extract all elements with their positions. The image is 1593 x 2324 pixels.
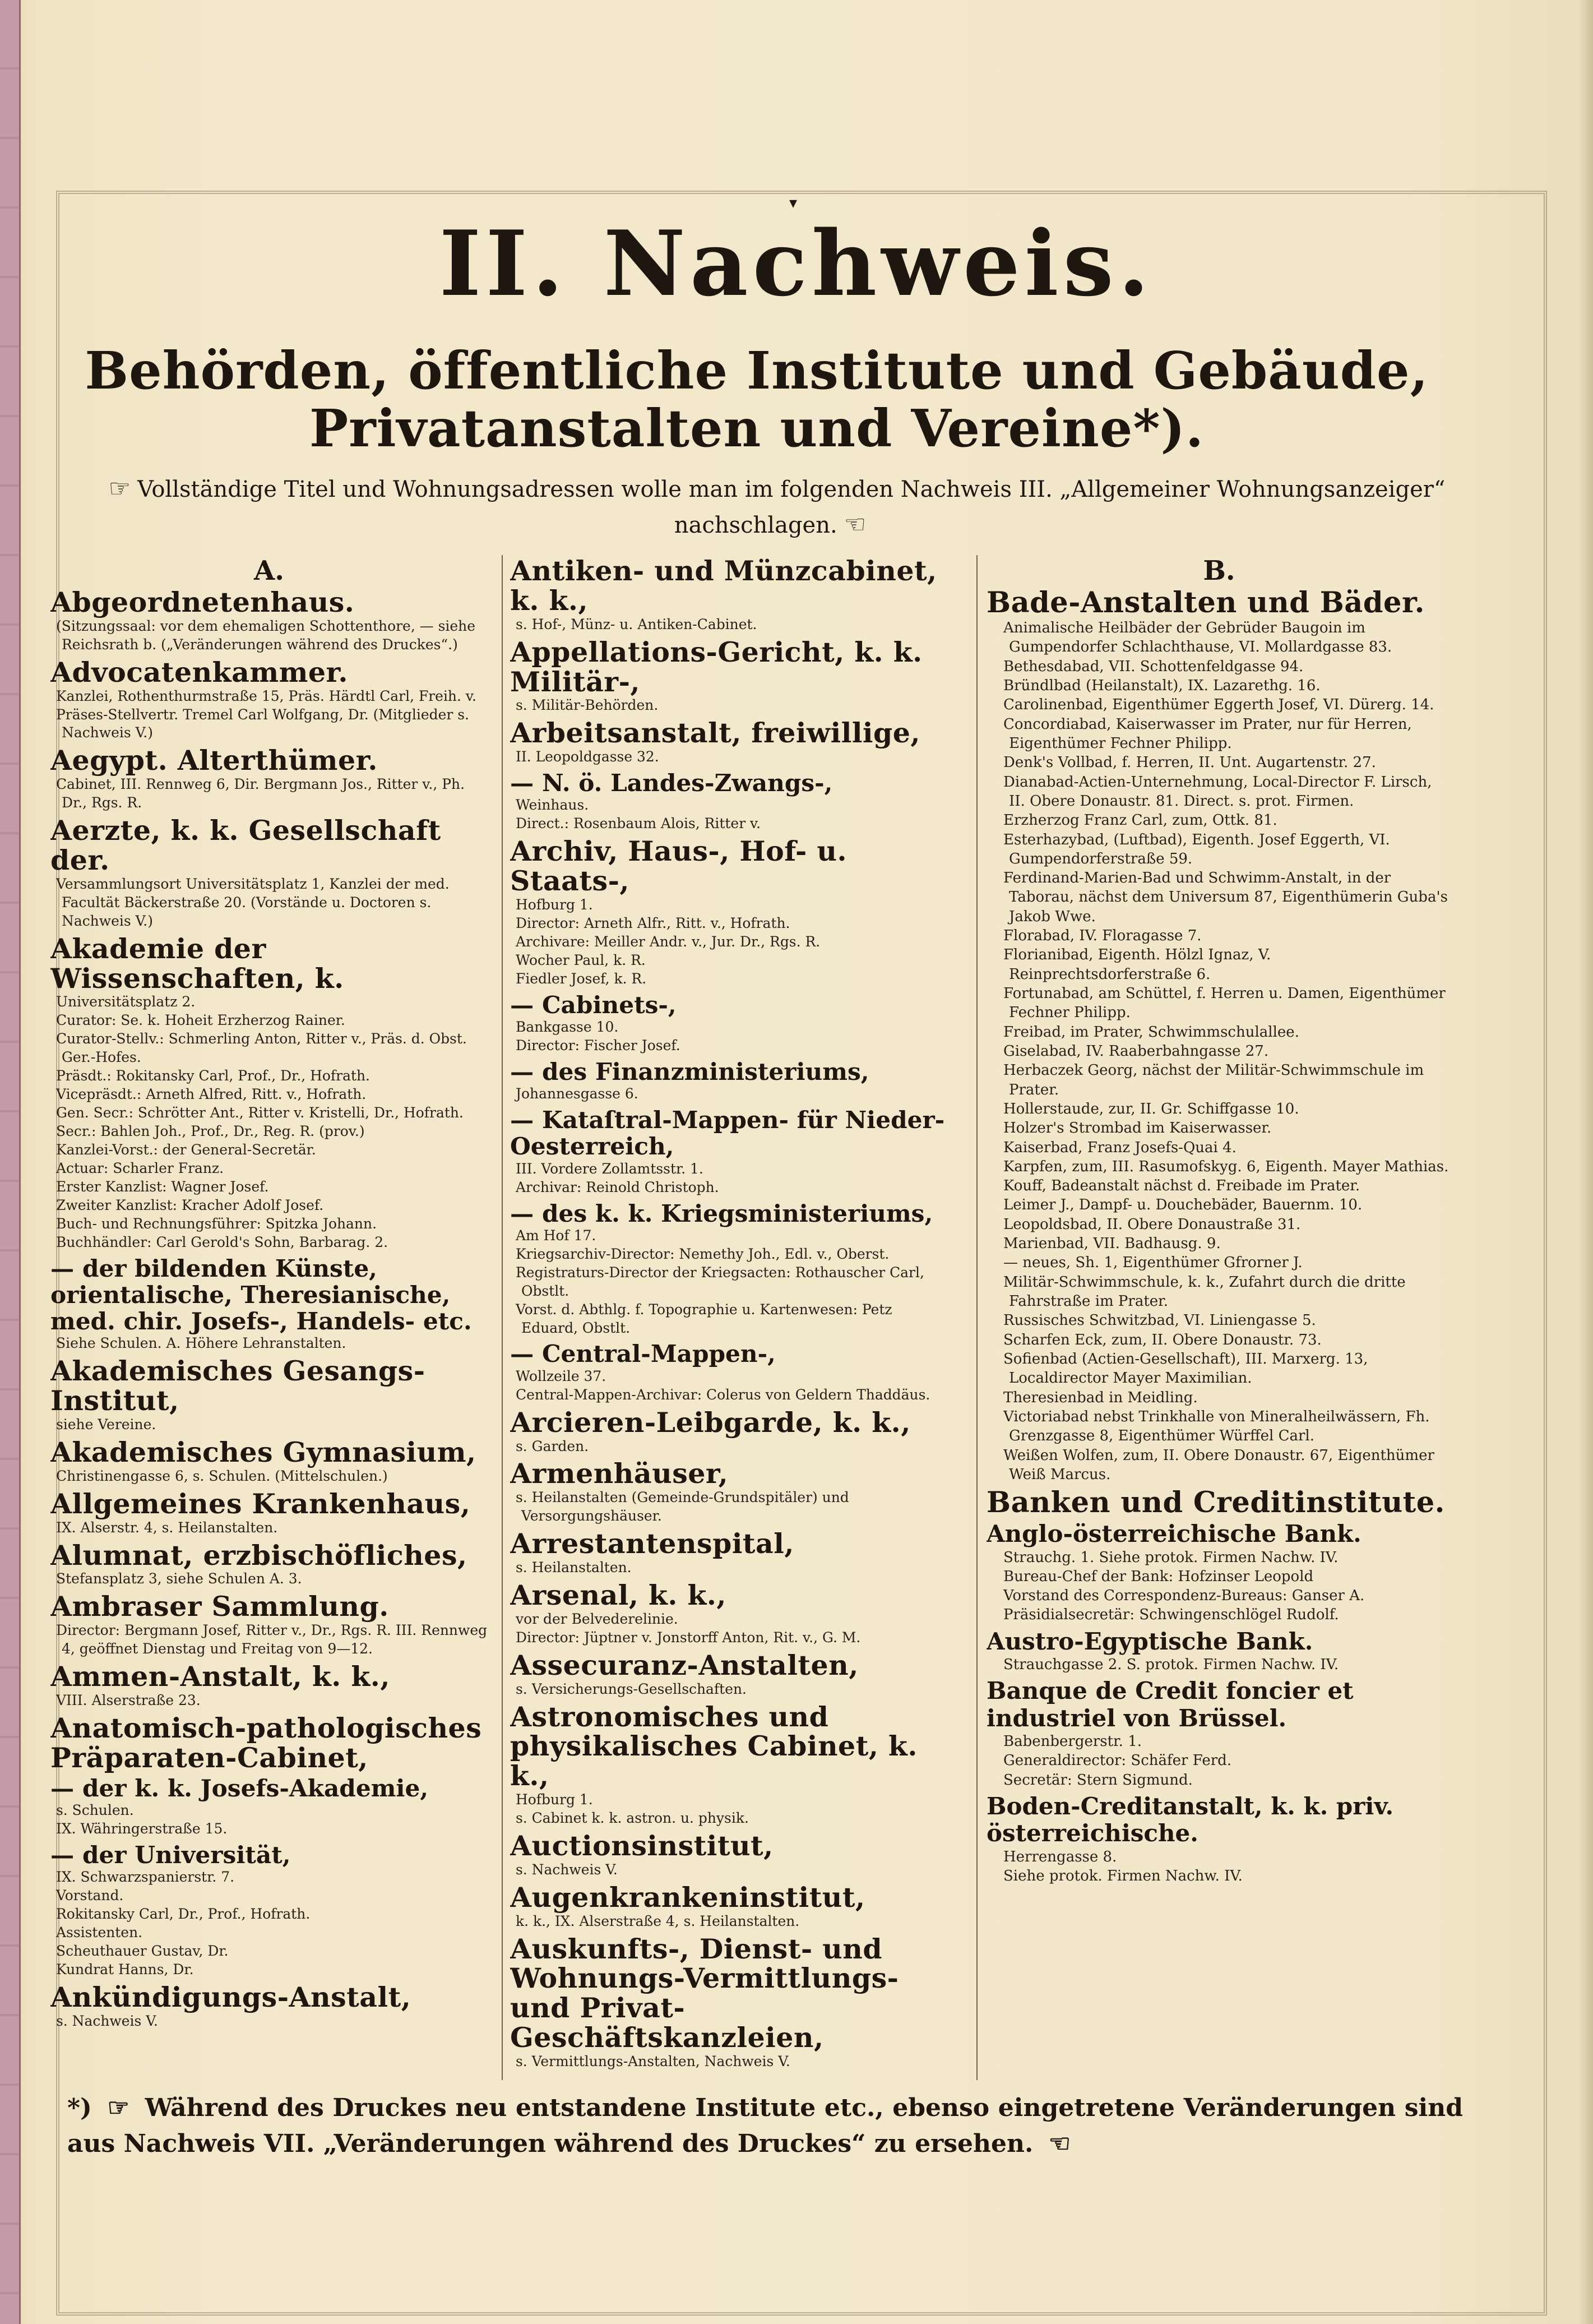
entry-detail-line: Hofburg 1. [516,1791,593,1808]
entry-detail-line: Vorstand. [56,1887,124,1904]
entry-detail-line: Babenbergerstr. 1. [1003,1732,1142,1750]
entry-details [516,748,947,766]
entry-heading: Aegypt. Alterthümer. [50,744,378,777]
binding-edge [0,0,21,2324]
column-a [50,555,488,2080]
entry-detail-line: Stefansplatz 3, siehe Schulen A. 3. [56,1570,302,1587]
entry-detail-line: Erster Kanzlist: Wagner Josef. [56,1178,269,1195]
entry-heading: Anglo-österreichische Bank. [987,1520,1362,1548]
entry-detail-line: Bethesdabad, VII. Schottenfeldgasse 94. [1003,658,1304,675]
directory-entry [510,1200,947,1338]
entry-detail-line: Theresienbad in Meidling. [1003,1389,1198,1406]
pointing-hand-left-icon: ☜ [1048,2129,1071,2158]
entry-detail-line: Siehe protok. Firmen Nachw. IV. [1003,1867,1243,1884]
entry-detail-line: Direct.: Rosenbaum Alois, Ritter v. [516,815,761,832]
entry-heading: — des Finanzministeriums, [510,1057,869,1085]
entry-heading: Astronomisches und physikalisches Cabinet, k. k., [510,1700,918,1792]
entry-detail-line: Kriegsarchiv-Director: Nemethy Joh., Edl. v., Oberst. [516,1245,890,1262]
entry-detail-line: Bankgasse 10. [516,1018,619,1035]
entry-details [516,1489,947,1526]
page-subtitle: Behörden, öffentliche Institute und Gebäude, Privatanstalten und Vereine*). [85,340,1429,459]
entry-heading: Auctionsinstitut, [510,1829,774,1862]
entry-heading: Boden-Creditanstalt, k. k. priv. österreichische. [987,1792,1394,1847]
directory-entry [50,1538,488,1589]
entry-detail-line: Archivar: Reinold Christoph. [516,1179,719,1195]
entry-detail-line: s. Cabinet k. k. astron. u. physik. [516,1810,749,1827]
entry-detail-line: III. Vordere Zollamtsstr. 1. [516,1160,703,1177]
entry-detail-line: Vorst. d. Abthlg. f. Topographie u. Kartenwesen: Petz Eduard, Obstlt. [516,1301,892,1336]
entry-heading: Assecuranz-Anstalten, [510,1648,859,1681]
entry-detail-line: s. Heilanstalten. [516,1559,632,1576]
entry-details [56,1467,488,1486]
entry-details [1003,1732,1452,1790]
entry-details [516,1861,947,1879]
entry-detail-line: Karpfen, zum, III. Rasumofskyg. 6, Eigenth. Mayer Mathias. [1003,1158,1449,1175]
directory-entry [50,1592,488,1658]
entry-details [56,1519,488,1537]
entry-detail-line: Secr.: Bahlen Joh., Prof., Dr., Reg. R. (prov.) [56,1122,365,1139]
entry-detail-line: Hofburg 1. [516,897,593,913]
entry-detail-line: s. Schulen. [56,1801,134,1818]
directory-entry [510,1107,947,1196]
entry-details [516,696,947,715]
entry-detail-line: Denk's Vollbad, f. Herren, II. Unt. Augartenstr. 27. [1003,754,1376,771]
entry-detail-line: Weißen Wolfen, zum, II. Obere Donaustr. 67, Eigenthümer Weiß Marcus. [1003,1447,1434,1483]
entry-details [56,1570,488,1588]
entry-details [516,1018,947,1055]
entry-detail-line: Kundrat Hanns, Dr. [56,1961,194,1978]
entry-detail-line: Präsdt.: Rokitansky Carl, Prof., Dr., Hofrath. [56,1068,370,1084]
entry-list [987,588,1452,1886]
entry-details [56,687,488,743]
entry-heading: Appellations-Gericht, k. k. Militär-, [510,635,923,698]
entry-detail-line: Concordiabad, Kaiserwasser im Prater, nur für Herren, Eigenthümer Fechner Philipp. [1003,715,1412,752]
entry-details [56,1692,488,1710]
entry-details [56,1868,488,1979]
entry-details [1003,1655,1452,1674]
entry-detail-line: Bureau-Chef der Bank: Hofzinser Leopold [1003,1568,1314,1585]
entry-detail-line: s. Versicherungs-Gesellschaften. [516,1680,747,1697]
entry-details [516,1438,947,1456]
directory-entry [50,1255,488,1353]
directory-entry [510,718,947,766]
entry-detail-line: siehe Vereine. [56,1416,156,1433]
entry-heading: Arrestantenspital, [510,1527,794,1560]
entry-detail-line: Archivare: Meiller Andr. v., Jur. Dr., Rgs. R. [516,933,821,950]
entry-detail-line: Strauchgasse 2. S. protok. Firmen Nachw. IV. [1003,1656,1339,1674]
entry-detail-line: Fortunabad, am Schüttel, f. Herren u. Damen, Eigenthümer Fechner Philipp. [1003,985,1446,1022]
entry-details [1003,1847,1452,1886]
entry-details [516,1160,947,1197]
entry-detail-line: Universitätsplatz 2. [56,994,196,1010]
directory-entry [50,1489,488,1537]
directory-entry [50,1438,488,1486]
entry-detail-line: Fiedler Josef, k. R. [516,970,647,987]
entry-details [56,775,488,812]
entry-details [516,1559,947,1577]
entry-heading: Banque de Credit foncier et industriel von Brüssel. [987,1677,1354,1732]
entry-list [510,556,947,2071]
entry-heading: Augenkrankeninstitut, [510,1881,865,1914]
directory-entry [510,1059,947,1103]
entry-detail-line: Christinengasse 6, s. Schulen. (Mittelschulen.) [56,1467,388,1484]
directory-entry [510,770,947,833]
entry-detail-line: Curator: Se. k. Hoheit Erzherzog Rainer. [56,1012,345,1029]
entry-details [56,1621,488,1658]
entry-heading: Auskunfts-, Dienst- und Wohnungs-Vermittlungs- und Privat-Geschäftskanzleien, [510,1932,899,2054]
entry-detail-line: Victoriabad nebst Trinkhalle von Mineralheilwässern, Fh. Grenzgasse 8, Eigenthümer Würffel Carl. [1003,1408,1430,1445]
entry-details [1003,618,1452,1484]
entry-detail-line: Director: Arneth Alfr., Ritt. v., Hofrath. [516,914,790,931]
entry-detail-line: — neues, Sh. 1, Eigenthümer Gfrorner J. [1003,1254,1303,1272]
directory-entry [50,934,488,1252]
entry-detail-line: Russisches Schwitzbad, VI. Liniengasse 5. [1003,1312,1316,1329]
directory-entry [510,1408,947,1456]
entry-detail-line: s. Militär-Behörden. [516,697,659,714]
entry-detail-line: Director: Jüptner v. Jonstorff Anton, Rit. v., G. M. [516,1629,861,1646]
entry-detail-line: Assistenten. [56,1924,143,1940]
directory-entry [510,1883,947,1931]
entry-detail-line: IX. Schwarzspanierstr. 7. [56,1869,235,1886]
entry-details [56,1801,488,1838]
entry-detail-line: Scheuthauer Gustav, Dr. [56,1942,229,1959]
entry-detail-line: Herbaczek Georg, nächst der Militär-Schwimmschule im Prater. [1003,1062,1424,1098]
entry-heading: Arsenal, k. k., [510,1578,726,1611]
entry-detail-line: Kaiserbad, Franz Josefs-Quai 4. [1003,1139,1237,1156]
directory-entry [50,655,488,743]
entry-detail-line: Freibad, im Prater, Schwimmschulallee. [1003,1023,1299,1041]
entry-detail-line: Director: Fischer Josef. [516,1037,680,1054]
column-a-continued [510,555,947,2080]
entry-details [56,2012,488,2031]
directory-entry [510,1831,947,1879]
entry-heading: Bade-Anstalten und Bäder. [987,586,1425,620]
entry-detail-line: Rokitansky Carl, Dr., Prof., Hofrath. [56,1905,311,1922]
entry-heading: Austro-Egyptische Bank. [987,1627,1313,1655]
entry-detail-line: Kanzlei-Vorst.: der General-Secretär. [56,1141,316,1158]
entry-detail-line: Am Hof 17. [516,1227,596,1244]
entry-heading: Ambraser Sammlung. [50,1590,389,1623]
entry-detail-line: Militär-Schwimmschule, k. k., Zufahrt durch die dritte Fahrstraße im Prater. [1003,1273,1406,1310]
entry-detail-line: Kouff, Badeanstalt nächst d. Freibade im Prater. [1003,1177,1360,1195]
entry-details [516,1227,947,1338]
entry-detail-line: Florianibad, Eigenth. Hölzl Ignaz, V. Reinprechtsdorferstraße 6. [1003,946,1271,983]
entry-details [516,1912,947,1931]
section-letter-b: B. [1203,555,1235,586]
directory-entry [987,1678,1452,1790]
column-divider [502,555,503,2080]
entry-detail-line: Director: Bergmann Josef, Ritter v., Dr., Rgs. R. III. Rennweg 4, geöffnet Dienstag und Freitag von 9—12. [56,1622,488,1657]
entry-list [50,588,488,2031]
entry-detail-line: Scharfen Eck, zum, II. Obere Donaustr. 73. [1003,1331,1322,1348]
directory-entry [510,837,947,988]
entry-detail-line: s. Garden. [516,1438,589,1454]
note-text: Vollständige Titel und Wohnungsadressen wolle man im folgenden Nachweis III. „Allgemeiner Wohnungsanzeiger“ nachschlagen. [137,477,1446,538]
entry-detail-line: VIII. Alserstraße 23. [56,1692,201,1708]
entry-detail-line: s. Hof-, Münz- u. Antiken-Cabinet. [516,616,757,632]
entry-detail-line: Animalische Heilbäder der Gebrüder Baugoin im Gumpendorfer Schlachthause, VI. Mollardgasse 83. [1003,620,1392,656]
column-divider [976,555,978,2080]
entry-heading: Banken und Creditinstitute. [987,1486,1445,1520]
entry-detail-line: Buchhändler: Carl Gerold's Sohn, Barbarag. 2. [56,1233,388,1250]
entry-details [56,1416,488,1434]
entry-heading: Aerzte, k. k. Gesellschaft der. [50,814,441,876]
entry-heading: — Cabinets-, [510,990,677,1019]
directory-entry [510,556,947,634]
entry-detail-line: (Sitzungssaal: vor dem ehemaligen Schottenthore, — siehe Reichsrath b. („Veränderungen während des Druckes“.) [56,617,475,653]
directory-entry [50,1842,488,1979]
directory-entry [510,1341,947,1404]
entry-details [516,796,947,833]
entry-detail-line: Präses-Stellvertr. Tremel Carl Wolfgang, Dr. (Mitglieder s. Nachweis V.) [56,706,469,741]
entry-detail-line: vor der Belvederelinie. [516,1610,678,1627]
entry-heading: Allgemeines Krankenhaus, [50,1487,471,1520]
entry-detail-line: Leimer J., Dampf- u. Douchebäder, Bauernm. 10. [1003,1196,1363,1214]
entry-details [56,993,488,1251]
entry-detail-line: Johannesgasse 6. [516,1085,638,1102]
entry-detail-line: Buch- und Rechnungsführer: Spitzka Johann. [56,1215,377,1232]
pointing-hand-right-icon: ☞ [108,474,131,503]
entry-heading: Arcieren-Leibgarde, k. k., [510,1406,911,1439]
entry-details [516,896,947,988]
pointing-hand-right-icon: ☞ [107,2094,129,2122]
section-mark-icon: ▾ [789,193,798,212]
entry-details [516,2053,947,2071]
entry-heading: Anatomisch-pathologisches Präparaten-Cabinet, [50,1711,482,1774]
directory-entry [510,637,947,715]
entry-detail-line: Generaldirector: Schäfer Ferd. [1003,1752,1232,1769]
entry-detail-line: Marienbad, VII. Badhausg. 9. [1003,1235,1221,1253]
directory-entry [987,1793,1452,1886]
section-letter-a: A. [254,555,284,586]
directory-entry [987,1487,1452,1518]
entry-detail-line: Zweiter Kanzlist: Kracher Adolf Josef. [56,1196,324,1213]
entry-detail-line: Bründlbad (Heilanstalt), IX. Lazarethg. 16. [1003,677,1321,695]
directory-entry [50,1775,488,1838]
entry-detail-line: Central-Mappen-Archivar: Colerus von Geldern Thaddäus. [516,1386,930,1403]
entry-details [1003,1548,1452,1625]
entry-heading: — Central-Mappen-, [510,1339,776,1368]
entry-detail-line: Siehe Schulen. A. Höhere Lehranstalten. [56,1335,346,1352]
directory-entry [50,746,488,812]
entry-details [56,617,488,654]
directory-entry [510,1578,947,1647]
directory-entry [987,1628,1452,1675]
entry-heading: Archiv, Haus-, Hof- u. Staats-, [510,835,848,898]
entry-detail-line: Curator-Stellv.: Schmerling Anton, Ritter v., Präs. d. Obst. Ger.-Hofes. [56,1031,467,1066]
directory-entry [510,1459,947,1526]
directory-entry [50,816,488,931]
entry-detail-line: k. k., IX. Alserstraße 4, s. Heilanstalten. [516,1912,800,1929]
entry-detail-line: Erzherzog Franz Carl, zum, Ottk. 81. [1003,812,1277,829]
directory-entry [510,1934,947,2071]
entry-heading: Armenhäuser, [510,1457,729,1490]
footnote-mark: *) [67,2094,92,2122]
entry-detail-line: Herrengasse 8. [1003,1848,1117,1865]
entry-detail-line: Wollzeile 37. [516,1367,606,1384]
entry-detail-line: Leopoldsbad, II. Obere Donaustraße 31. [1003,1216,1301,1233]
entry-details [516,1085,947,1103]
directory-entry [50,1356,488,1434]
entry-heading: Antiken- und Münzcabinet, k. k., [510,555,937,617]
entry-detail-line: Esterhazybad, (Luftbad), Eigenth. Josef Eggerth, VI. Gumpendorferstraße 59. [1003,831,1390,867]
directory-entry [987,618,1452,1484]
entry-heading: Akademisches Gymnasium, [50,1436,476,1468]
entry-detail-line: Vorstand des Correspondenz-Bureaus: Ganser A. [1003,1587,1365,1605]
directory-entry [50,588,488,654]
directory-entry [987,1521,1452,1625]
entry-detail-line: Weinhaus. [516,797,589,814]
cross-reference-note [84,471,1463,543]
entry-details [56,875,488,931]
entry-detail-line: Dianabad-Actien-Unternehmung, Local-Director F. Lirsch, II. Obere Donaustr. 81. Direct. s. prot. Firmen. [1003,773,1432,810]
directory-entry [510,992,947,1055]
entry-details [516,1791,947,1828]
entry-detail-line: Sofienbad (Actien-Gesellschaft), III. Marxerg. 13, Localdirector Mayer Maximilian. [1003,1350,1368,1387]
entry-heading: Arbeitsanstalt, freiwillige, [510,717,920,750]
entry-heading: — der k. k. Josefs-Akademie, [50,1773,429,1802]
entry-heading: Ankündigungs-Anstalt, [50,1980,411,2013]
directory-entry [987,588,1452,618]
entry-detail-line: Holzer's Strombad im Kaiserwasser. [1003,1120,1272,1137]
directory-entry [510,1702,947,1828]
entry-detail-line: s. Heilanstalten (Gemeinde-Grundspitäler) und Versorgungshäuser. [516,1489,849,1524]
page-title: II. Nachweis. [439,211,1154,316]
page-edge-shadow [1580,0,1593,2324]
entry-details [516,1680,947,1699]
entry-detail-line: Actuar: Scharler Franz. [56,1159,224,1176]
entry-details [516,616,947,634]
entry-heading: Abgeordnetenhaus. [50,586,355,618]
entry-detail-line: IX. Alserstr. 4, s. Heilanstalten. [56,1519,278,1536]
entry-detail-line: Secretär: Stern Sigmund. [1003,1771,1193,1789]
entry-detail-line: Kanzlei, Rothenthurmstraße 15, Präs. Härdtl Carl, Freih. v. [56,687,476,704]
entry-heading: — Kataſtral-Mappen- für Nieder-Oesterreich, [510,1106,945,1161]
entry-detail-line: Hollerstaude, zur, II. Gr. Schiffgasse 10. [1003,1100,1299,1117]
entry-heading: Akademie der Wissenschaften, k. [50,932,344,995]
entry-detail-line: Vicepräsdt.: Arneth Alfred, Ritt. v., Hofrath. [56,1086,367,1103]
entry-detail-line: Ferdinand-Marien-Bad und Schwimm-Anstalt, in der Taborau, nächst dem Universum 87, Eigenthümerin Guba's Jakob Wwe. [1003,870,1448,925]
entry-detail-line: IX. Währingerstraße 15. [56,1820,228,1837]
column-b [987,555,1452,2080]
footnote-text: Während des Druckes neu entstandene Institute etc., ebenso eingetretene Veränderungen sind aus Nachweis VII. „Veränderungen während des Druckes“ zu ersehen. [67,2094,1463,2158]
entry-detail-line: Giselabad, IV. Raaberbahngasse 27. [1003,1042,1269,1060]
entry-detail-line: Carolinenbad, Eigenthümer Eggerth Josef, VI. Dürerg. 14. [1003,696,1434,714]
entry-detail-line: II. Leopoldgasse 32. [516,749,659,765]
entry-detail-line: Florabad, IV. Floragasse 7. [1003,927,1202,945]
entry-detail-line: Präsidialsecretär: Schwingenschlögel Rudolf. [1003,1606,1339,1624]
entry-detail-line: Cabinet, III. Rennweg 6, Dir. Bergmann Jos., Ritter v., Ph. Dr., Rgs. R. [56,776,465,811]
footnote [67,2090,1463,2162]
entry-detail-line: s. Nachweis V. [56,2012,158,2029]
entry-detail-line: Wocher Paul, k. R. [516,951,646,968]
entry-heading: — N. ö. Landes-Zwangs-, [510,769,833,797]
entry-detail-line: Gen. Secr.: Schrötter Ant., Ritter v. Kristelli, Dr., Hofrath. [56,1105,464,1121]
entry-details [516,1610,947,1647]
entry-details [516,1367,947,1404]
entry-detail-line: Versammlungsort Universitätsplatz 1, Kanzlei der med. Facultät Bäckerstraße 20. (Vorstände u. Doctoren s. Nachweis V.) [56,875,450,929]
entry-detail-line: Strauchg. 1. Siehe protok. Firmen Nachw. IV. [1003,1549,1339,1566]
pointing-hand-left-icon: ☜ [844,510,867,539]
entry-heading: Akademisches Gesangs-Institut, [50,1355,425,1417]
entry-details [56,1334,488,1353]
entry-heading: — des k. k. Kriegsministeriums, [510,1199,933,1227]
entry-heading: — der bildenden Künste, orientalische, Theresianische, med. chir. Josefs-, Handels- etc. [50,1254,472,1336]
entry-heading: Advocatenkammer. [50,655,348,689]
directory-entry [510,1648,947,1699]
entry-detail-line: s. Nachweis V. [516,1861,618,1878]
entry-heading: — der Universität, [50,1840,291,1869]
directory-entry [50,1713,488,1773]
entry-heading: Alumnat, erzbischöfliches, [50,1538,467,1572]
directory-entry [510,1529,947,1577]
directory-entry [50,1980,488,2031]
entry-detail-line: Registraturs-Director der Kriegsacten: Rothauscher Carl, Obstlt. [516,1264,924,1299]
entry-heading: Ammen-Anstalt, k. k., [50,1660,390,1693]
directory-entry [50,1662,488,1710]
entry-detail-line: s. Vermittlungs-Anstalten, Nachweis V. [516,2053,790,2069]
